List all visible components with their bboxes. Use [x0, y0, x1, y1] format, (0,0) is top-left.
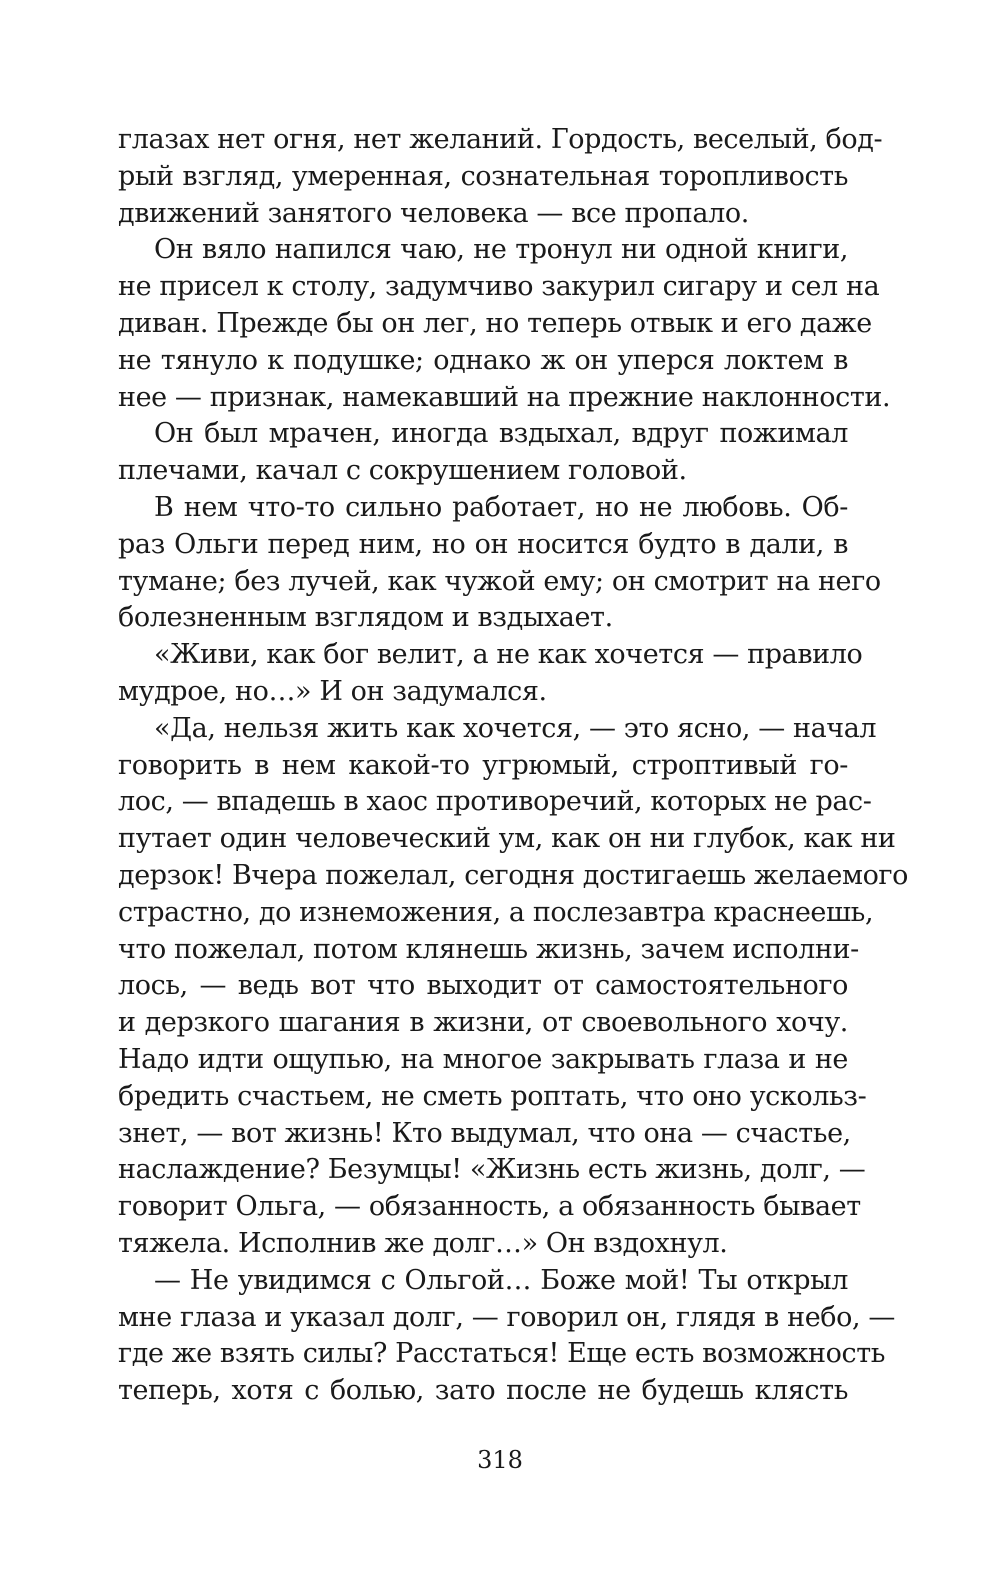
text-line: раз Ольги перед ним, но он носится будто в дали, в	[118, 528, 848, 560]
text-line: Он вяло напился чаю, не тронул ни одной книги,	[154, 234, 848, 266]
text-line: тумане; без лучей, как чужой ему; он смотрит на него	[118, 565, 881, 597]
text-line: говорит Ольга, — обязанность, а обязанность бывает	[118, 1191, 861, 1223]
text-line: дерзок! Вчера пожелал, сегодня достигаешь желаемого	[118, 859, 909, 891]
text-line: где же взять силы? Расстаться! Еще есть возможность	[118, 1338, 886, 1370]
text-line: лос, — впадешь в хаос противоречий, которых не рас-	[118, 786, 872, 818]
text-line: что пожелал, потом клянешь жизнь, зачем исполни-	[118, 933, 859, 965]
text-line: «Да, нельзя жить как хочется, — это ясно, — начал	[154, 712, 877, 744]
text-line: тяжела. Исполнив же долг…» Он вздохнул.	[118, 1227, 728, 1259]
text-line: говорить в нем какой-то угрюмый, строптивый го-	[118, 749, 848, 781]
text-line: «Живи, как бог велит, а не как хочется — правило	[154, 639, 863, 671]
text-line: В нем что-то сильно работает, но не любовь. Об-	[154, 491, 848, 523]
text-line: лось, — ведь вот что выходит от самостоятельного	[118, 970, 848, 1002]
text-line: Надо идти ощупью, на многое закрывать глаза и не	[118, 1043, 848, 1075]
text-line: страстно, до изнеможения, а послезавтра краснеешь,	[118, 896, 874, 928]
text-line: — Не увидимся с Ольгой… Боже мой! Ты открыл	[154, 1264, 848, 1296]
text-line: мне глаза и указал долг, — говорил он, глядя в небо, —	[118, 1301, 895, 1333]
text-line: мудрое, но…» И он задумался.	[118, 675, 547, 707]
text-line: и дерзкого шагания в жизни, от своевольного хочу.	[118, 1007, 848, 1039]
text-line: наслаждение? Безумцы! «Жизнь есть жизнь, долг, —	[118, 1154, 866, 1186]
body-text	[118, 122, 909, 1410]
text-line: диван. Прежде бы он лег, но теперь отвык и его даже	[118, 307, 872, 339]
text-line: глазах нет огня, нет желаний. Гордость, веселый, бод-	[118, 124, 883, 155]
text-line: теперь, хотя с болью, зато после не будешь клясть	[118, 1375, 848, 1407]
page-number: 318	[477, 1446, 523, 1474]
text-line: плечами, качал с сокрушением головой.	[118, 455, 687, 487]
text-line: нее — признак, намекавший на прежние наклонности.	[118, 381, 891, 413]
text-line: болезненным взглядом и вздыхает.	[118, 602, 613, 634]
text-line: не присел к столу, задумчиво закурил сигару и сел на	[118, 271, 880, 303]
text-line: путает один человеческий ум, как он ни глубок, как ни	[118, 823, 896, 855]
text-line: рый взгляд, умеренная, сознательная торопливость	[118, 160, 848, 192]
text-line: Он был мрачен, иногда вздыхал, вдруг пожимал	[154, 418, 848, 450]
text-line: не тянуло к подушке; однако ж он уперся локтем в	[118, 344, 848, 376]
text-line: знет, — вот жизнь! Кто выдумал, что она — счастье,	[118, 1117, 851, 1149]
text-line: движений занятого человека — все пропало.	[118, 197, 749, 229]
text-line: бредить счастьем, не сметь роптать, что оно ускольз-	[118, 1080, 867, 1112]
